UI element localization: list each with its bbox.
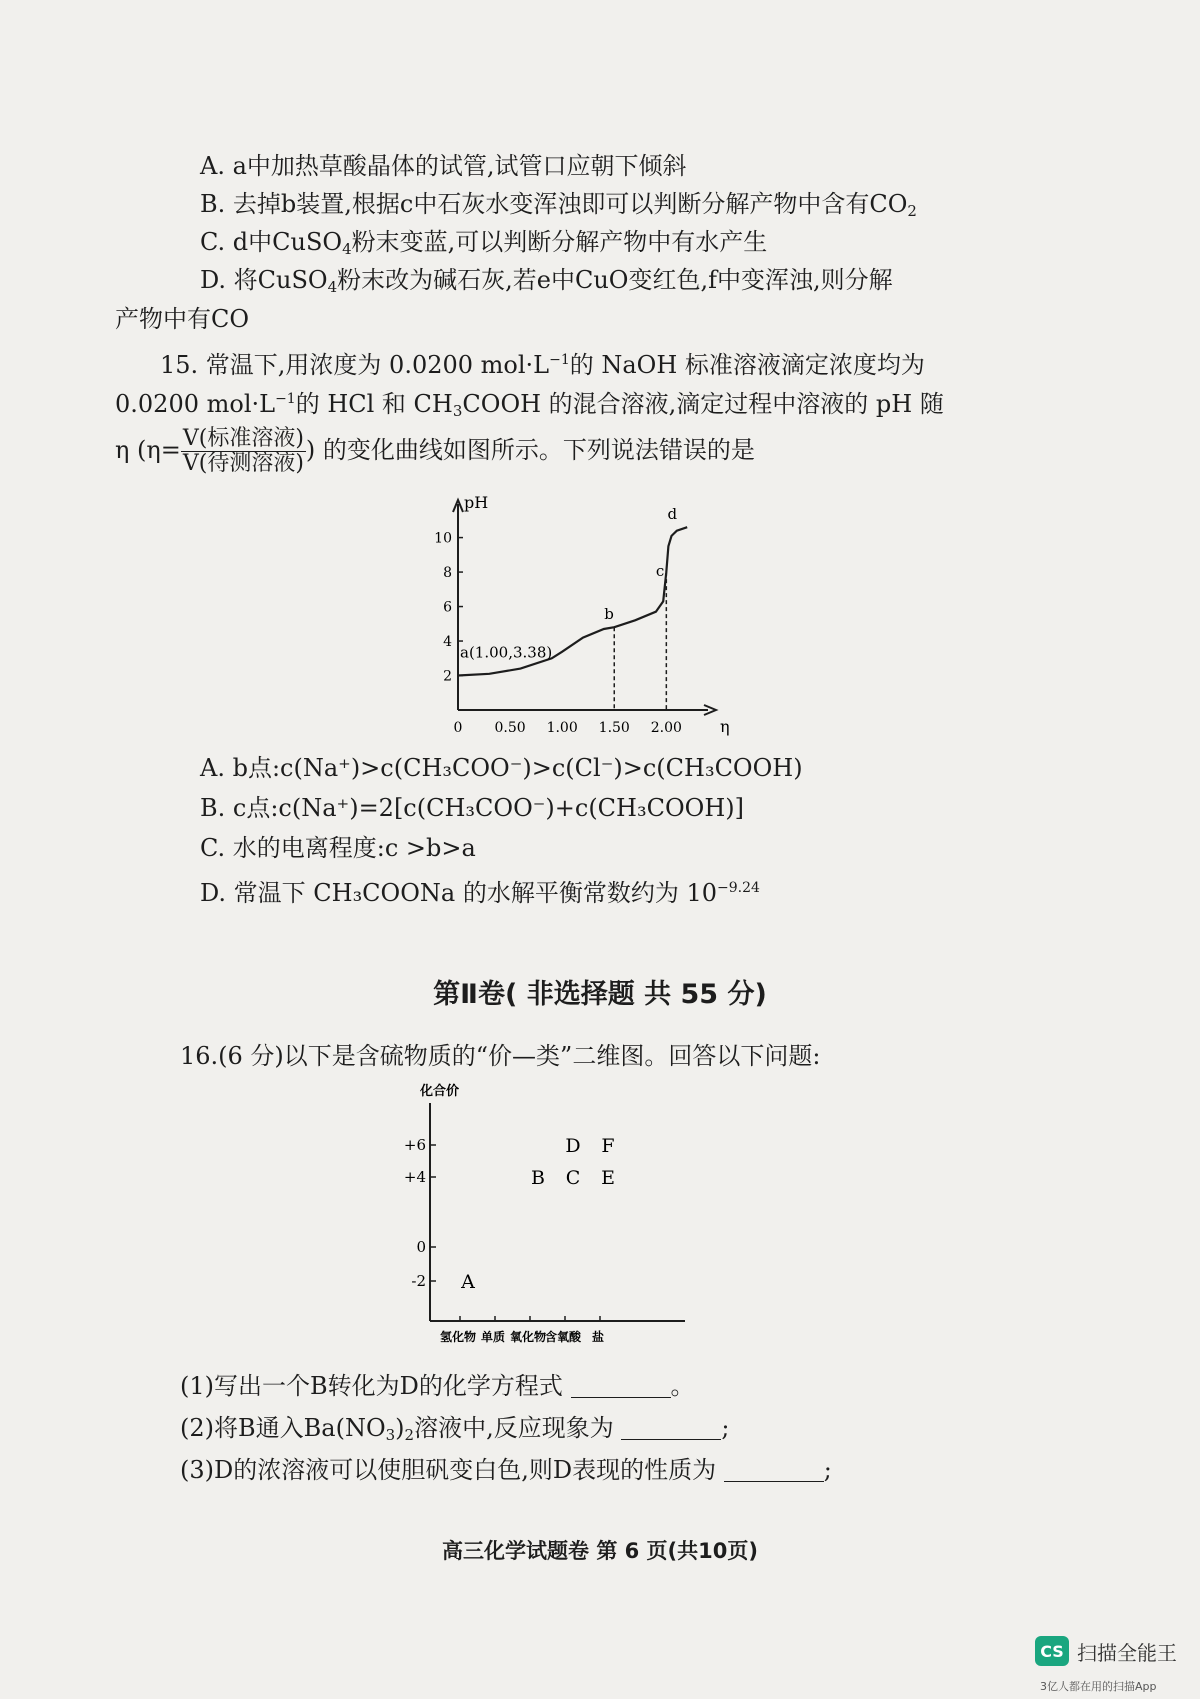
q16-stem: 16.(6 分)以下是含硫物质的“价—类”二维图。回答以下问题: bbox=[180, 1042, 821, 1070]
scanner-watermark bbox=[1035, 1636, 1177, 1666]
q15-option-d: D. 常温下 CH₃COONa 的水解平衡常数约为 $10^{-9.24}$ bbox=[200, 879, 760, 907]
point-label-c: c bbox=[655, 562, 665, 581]
y-tick-label: 4 bbox=[443, 634, 452, 651]
point-label-F: F bbox=[601, 1135, 615, 1157]
q14-option-b: B. 去掉b装置,根据c中石灰水变浑浊即可以判断分解产物中含有$CO_2$ bbox=[200, 190, 917, 220]
q15-option-c: C. 水的电离程度:c >b>a bbox=[200, 834, 476, 862]
x-axis-label: η bbox=[720, 717, 730, 736]
q14-option-d-continued: 产物中有CO bbox=[115, 305, 250, 333]
y-tick-label: +6 bbox=[403, 1136, 426, 1154]
point-label-b: b bbox=[604, 605, 614, 624]
q15-stem-line3: η (η= $\frac{\text{V(标准溶液)}}{\text{V(待测溶液)}}$ ) 的变化曲线如图所示。下列说法错误的是 bbox=[115, 426, 755, 476]
y-axis-label: 化合价 bbox=[420, 1084, 460, 1099]
watermark-name: 扫描全能王 bbox=[1077, 1640, 1177, 1665]
x-tick-label: 0.50 bbox=[494, 720, 526, 736]
point-label-E: E bbox=[601, 1167, 615, 1189]
eta-fraction: $\frac{\text{V(标准溶液)}}{\text{V(待测溶液)}}$ bbox=[182, 426, 304, 476]
x-category-label: 含氧酸 bbox=[544, 1330, 582, 1344]
watermark-subtitle: 3亿人都在用的扫描App bbox=[1040, 1680, 1157, 1693]
q14-option-c: C. d中CuSO$_4$粉末变蓝,可以判断分解产物中有水产生 bbox=[200, 228, 768, 258]
page-footer: 高三化学试题卷 第 6 页(共10页) bbox=[442, 1539, 758, 1563]
y-tick-label: +4 bbox=[403, 1168, 426, 1186]
x-category-label: 氢化物 bbox=[439, 1330, 477, 1344]
q15-option-b: B. c点:c(Na⁺)=2[c(CH₃COO⁻)+c(CH₃COOH)] bbox=[200, 794, 744, 822]
section-title: 第Ⅱ卷( 非选择题 共 55 分) bbox=[433, 979, 767, 1010]
point-label-d: d bbox=[667, 505, 678, 524]
point-label-A: A bbox=[461, 1271, 475, 1293]
y-tick-label: 0 bbox=[416, 1238, 426, 1256]
q16-part3: (3)D的浓溶液可以使胆矾变白色,则D表现的性质为 ; bbox=[180, 1456, 832, 1484]
x-category-label: 盐 bbox=[591, 1330, 605, 1344]
answer-blank-1[interactable] bbox=[571, 1373, 671, 1398]
answer-blank-3[interactable] bbox=[724, 1457, 824, 1482]
titration-curve-chart bbox=[420, 493, 740, 740]
x-tick-label: 1.50 bbox=[598, 720, 630, 736]
y-tick-label: 2 bbox=[443, 668, 452, 685]
point-label-a: a(1.00,3.38) bbox=[460, 643, 553, 662]
q15-stem-line1: 15. 常温下,用浓度为 0.0200 $mol\cdot L^{-1}$的 NaOH 标准溶液滴定浓度均为 bbox=[160, 351, 925, 379]
sulfur-valence-class-chart bbox=[403, 1084, 750, 1355]
q15-option-a: A. b点:c(Na⁺)>c(CH₃COO⁻)>c(Cl⁻)>c(CH₃COOH) bbox=[200, 754, 803, 782]
x-category-label: 氧化物 bbox=[509, 1330, 547, 1344]
answer-blank-2[interactable] bbox=[621, 1415, 721, 1440]
y-tick-label: 10 bbox=[434, 530, 452, 547]
y-tick-label: 6 bbox=[443, 599, 452, 616]
x-tick-label: 2.00 bbox=[650, 720, 682, 736]
q14-option-d: D. 将CuSO$_4$粉末改为碱石灰,若e中CuO变红色,f中变浑浊,则分解 bbox=[200, 266, 893, 296]
point-label-D: D bbox=[565, 1135, 581, 1157]
q16-part2: (2)将B通入$Ba(NO_3)_2$溶液中,反应现象为 ; bbox=[180, 1414, 730, 1444]
q14-option-a: A. a中加热草酸晶体的试管,试管口应朝下倾斜 bbox=[200, 152, 687, 180]
q16-part1: (1)写出一个B转化为D的化学方程式 。 bbox=[180, 1372, 695, 1400]
point-label-B: B bbox=[531, 1167, 545, 1189]
x-category-label: 单质 bbox=[480, 1330, 506, 1344]
x-tick-label: 0 bbox=[453, 720, 463, 736]
y-tick-label: -2 bbox=[411, 1272, 426, 1290]
q15-stem-line2: 0.0200 $mol\cdot L^{-1}$的 HCl 和 $CH_3COOH$ 的混合溶液,滴定过程中溶液的 pH 随 bbox=[115, 390, 944, 420]
cs-logo-icon: CS bbox=[1035, 1636, 1069, 1666]
x-tick-label: 1.00 bbox=[546, 720, 578, 736]
point-label-C: C bbox=[565, 1167, 581, 1189]
y-axis-label: pH bbox=[464, 493, 489, 512]
y-tick-label: 8 bbox=[443, 565, 452, 582]
